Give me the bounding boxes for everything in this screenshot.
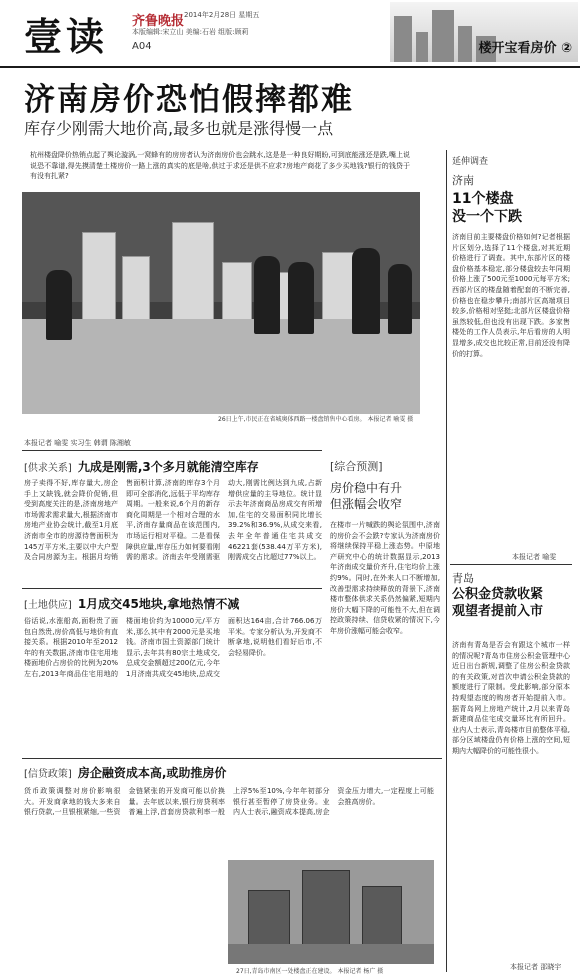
forecast-box xyxy=(330,458,440,514)
section-divider xyxy=(22,450,322,451)
section-divider xyxy=(22,758,442,759)
section-divider xyxy=(22,588,322,589)
section-divider xyxy=(450,564,572,565)
main-headline: 济南房价恐怕假摔都难 xyxy=(24,82,354,118)
section-title: 壹读 xyxy=(24,15,109,59)
sales-center-photo xyxy=(22,192,420,414)
sidebar-city-qingdao: 青岛 xyxy=(452,572,474,585)
forecast-tag: [综合预测] xyxy=(330,460,383,473)
forecast-title: 房价稳中有升 但涨幅会收窄 xyxy=(330,481,403,511)
section-body-land: 俗话说,水涨船高,面粉贵了面包自然贵,房价高低与地价有直接关系。根据2010年至2012年的有关数据,济南市住宅用地楼面地价占房价的比例为20%左右,2013年商品住宅用地的楼面地价约为10000元/平方米,那么其中有2000元是买地钱。济南市国土资源部门统计显示,去年共有80宗土地成交,总成交金额超过200亿元,今年1月济南共成交45地块,总成交面积达164亩,合计766.06万平米。专家分析认为,开发商不断拿地,说明他们看好后市,不会轻易降价。 xyxy=(24,617,322,678)
page-number: A04 xyxy=(132,41,152,52)
section-heading-supply: [供求关系] 九成是刚需,3个多月就能清空库存 xyxy=(24,460,259,474)
sidebar-title-qingdao: 公积金贷款收紧 观望者提前入市 xyxy=(452,587,544,619)
construction-photo xyxy=(228,860,434,964)
banner-text: 楼开宝看房价 ② xyxy=(478,41,572,56)
sub-headline: 库存少刚需大地价高,最多也就是涨得慢一点 xyxy=(24,119,334,138)
issue-date: 2014年2月28日 星期五 xyxy=(184,11,260,19)
column-divider xyxy=(446,150,447,972)
sidebar-sign-jinan: 本报记者 喻雯 xyxy=(512,553,557,561)
sidebar-title-jinan: 11个楼盘 没一个下跌 xyxy=(452,191,522,225)
sidebar-tag: 延伸调查 xyxy=(452,157,489,167)
section-body-credit: 货币政策调整对房价影响很大。开发商拿地的钱大多来自银行贷款,一旦银根紧缩,一些资金链紧张的开发商可能以价换量。去年底以来,银行房贷利率普遍上浮,首套房贷款利率一般上浮5%至10%,今年年初部分银行甚至暂停了房贷业务。业内人士表示,融资成本提高,房企资金压力增大,一定程度上可能会推高房价。 xyxy=(24,787,434,817)
series-banner xyxy=(390,2,578,62)
page-header xyxy=(0,0,580,68)
newspaper-logo: 齐鲁晚报 xyxy=(132,14,185,29)
sidebar-city-jinan: 济南 xyxy=(452,174,474,187)
section-heading-land: [土地供应] 1月成交45地块,拿地热情不减 xyxy=(24,597,240,611)
sidebar-body-qingdao: 济南有青岛是否会有跟这个城市一样的情况呢?青岛市住房公积金管理中心近日出台新规,调整了住房公积金贷款的有关政策,对首次申请公积金贷款的额度进行了限制。受此影响,部分原本持观望态度的购房者开始提前入市。据青岛网上房地产统计,2月以来青岛新建商品住宅成交量环比有所回升。业内人士表示,青岛楼市目前整体平稳,部分区域楼盘仍有价格上涨的空间,短期内大幅降价的可能性很小。 xyxy=(452,641,570,755)
section-body-supply: 房子卖得不好,库存量大,房企手上又缺钱,就会降价促销,但受到高度关注的是,济南房地产市场需求需求量大,根据济南市房地产业协会统计,截至1月底济南市全市的房源待售面积为145万平方米,主要以中大户型及合同房源为主。根据月均销售面积计算,济南的库存3个月即可全部消化,远低于平均库存周期。一般来说,6个月的新存商化周期是一个相对合理的水平,济南存量商品在该范围内,市场运行相对平稳。二是看保障供应量,库存压力如何要看刚需的需求。济南去年受刚需驱动大,刚需比例达到九成,占新增供应量的主导地位。统计显示去年济南商品房成交有所增加,住宅的交易面积同比增长39.2%和36.9%,从成交来看,去年全年普通住宅共成交46221套(538.44万平方米),刚需成交占比超过77%以上。 xyxy=(24,479,322,562)
sidebar-body-jinan: 济南目前主要楼盘价格如何?记者根据片区划分,选择了11个楼盘,对其近期价格进行了调查。其中,东部片区的楼盘价格基本稳定,部分楼盘较去年同期价格上涨了500元至1000元每平方米;西部片区的楼盘随着配套的不断完善,价格也在稳步攀升;南部片区高端项目较多,价格相对坚挺;北部片区楼盘价格虽然较低,但也没有出现下跌。多家售楼处的工作人员表示,年后看房的人明显增多,成交也比较正常,目前还没有降价的打算。 xyxy=(452,233,570,358)
sidebar-sign-qingdao: 本报记者 邵晓宇 xyxy=(510,963,562,971)
lede-paragraph: 杭州楼盘降价热销点起了舆论漩涡,一窝蜂有的房房者认为济南房价也会跳水,这是是一种良好期盼,可到底能涨还是跌,嘴上说说恐不靠谱,得先摸清楚土楼房价一路上涨的真实的底是啥,供过于求还是供不应求?房地产商花了多少买地钱?银行的钱贷于有没有扎紧? xyxy=(30,151,410,181)
forecast-body: 在楼市一片喊跌的舆论氛围中,济南的房价会不会跌?专家认为济南房价将继续保持平稳上涨态势。中原地产研究中心的统计数据显示,2013年济南成交量价齐升,住宅均价上涨约9%。同时,在外来人口不断增加,改善型需求持续释放的背景下,济南楼市整体供求关系仍然偏紧,短期内房价大幅下降的可能性不大,但在调控政策持续、信贷收紧的情况下,今年房价涨幅可能会收窄。 xyxy=(330,521,440,635)
editor-credits: 本版编辑:宋立山 美编:石岩 组版:顾莉 xyxy=(132,28,249,36)
section-heading-credit: [信贷政策] 房企融资成本高,或助推房价 xyxy=(24,766,227,780)
article-byline: 本报记者 喻雯 实习生 韩谓 陈湘敏 xyxy=(24,439,131,447)
photo-caption: 27日,青岛市南区一处楼盘正在建设。 本报记者 杨广 摄 xyxy=(236,968,384,975)
photo-caption: 26日上午,市民正在省城奥体西路一楼盘销售中心看房。 本报记者 喻雯 摄 xyxy=(218,416,414,423)
